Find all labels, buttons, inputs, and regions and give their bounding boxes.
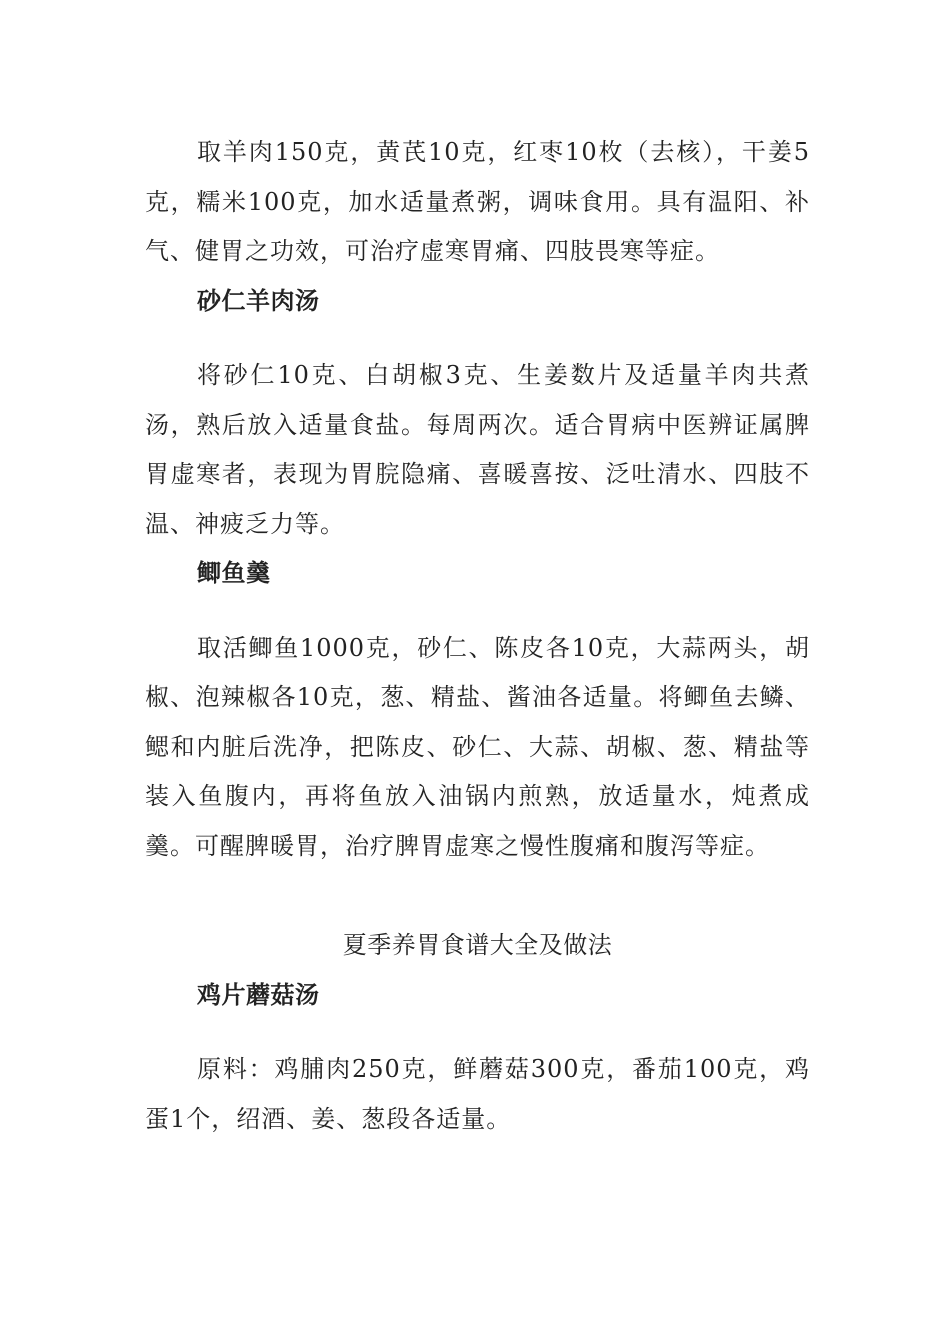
spacer bbox=[145, 326, 810, 351]
spacer bbox=[145, 599, 810, 624]
recipe-heading-crucian-carp-soup: 鲫鱼羹 bbox=[197, 559, 271, 587]
section-title: 夏季养胃食谱大全及做法 bbox=[342, 931, 613, 959]
recipe-paragraph-amomum-lamb-soup: 将砂仁10克、白胡椒3克、生姜数片及适量羊肉共煮汤，熟后放入适量食盐。每周两次。适合胃病中医辨证属脾胃虚寒者，表现为胃脘隐痛、喜暖喜按、泛吐清水、四肢不温、神疲乏力等。 bbox=[145, 361, 810, 538]
recipe-paragraph-crucian-carp-soup: 取活鲫鱼1000克，砂仁、陈皮各10克，大蒜两头，胡椒、泡辣椒各10克，葱、精盐、酱油各适量。将鲫鱼去鳞、鳃和内脏后洗净，把陈皮、砂仁、大蒜、胡椒、葱、精盐等装入鱼腹内，再将鱼放入油锅内煎熟，放适量水，炖煮成羹。可醒脾暖胃，治疗脾胃虚寒之慢性腹痛和腹泻等症。 bbox=[145, 633, 810, 860]
spacer bbox=[145, 871, 810, 921]
recipe-paragraph-chicken-mushroom-soup: 原料：鸡脯肉250克，鲜蘑菇300克，番茄100克，鸡蛋1个，绍酒、姜、葱段各适量。 bbox=[145, 1055, 810, 1133]
recipe-paragraph-lamb-porridge: 取羊肉150克，黄芪10克，红枣10枚（去核），干姜5克，糯米100克，加水适量煮粥，调味食用。具有温阳、补气、健胃之功效，可治疗虚寒胃痛、四肢畏寒等症。 bbox=[145, 138, 810, 265]
document-body bbox=[145, 128, 810, 1144]
recipe-heading-chicken-mushroom-soup: 鸡片蘑菇汤 bbox=[197, 980, 320, 1009]
spacer bbox=[145, 1020, 810, 1045]
recipe-heading-amomum-lamb-soup: 砂仁羊肉汤 bbox=[197, 286, 320, 315]
